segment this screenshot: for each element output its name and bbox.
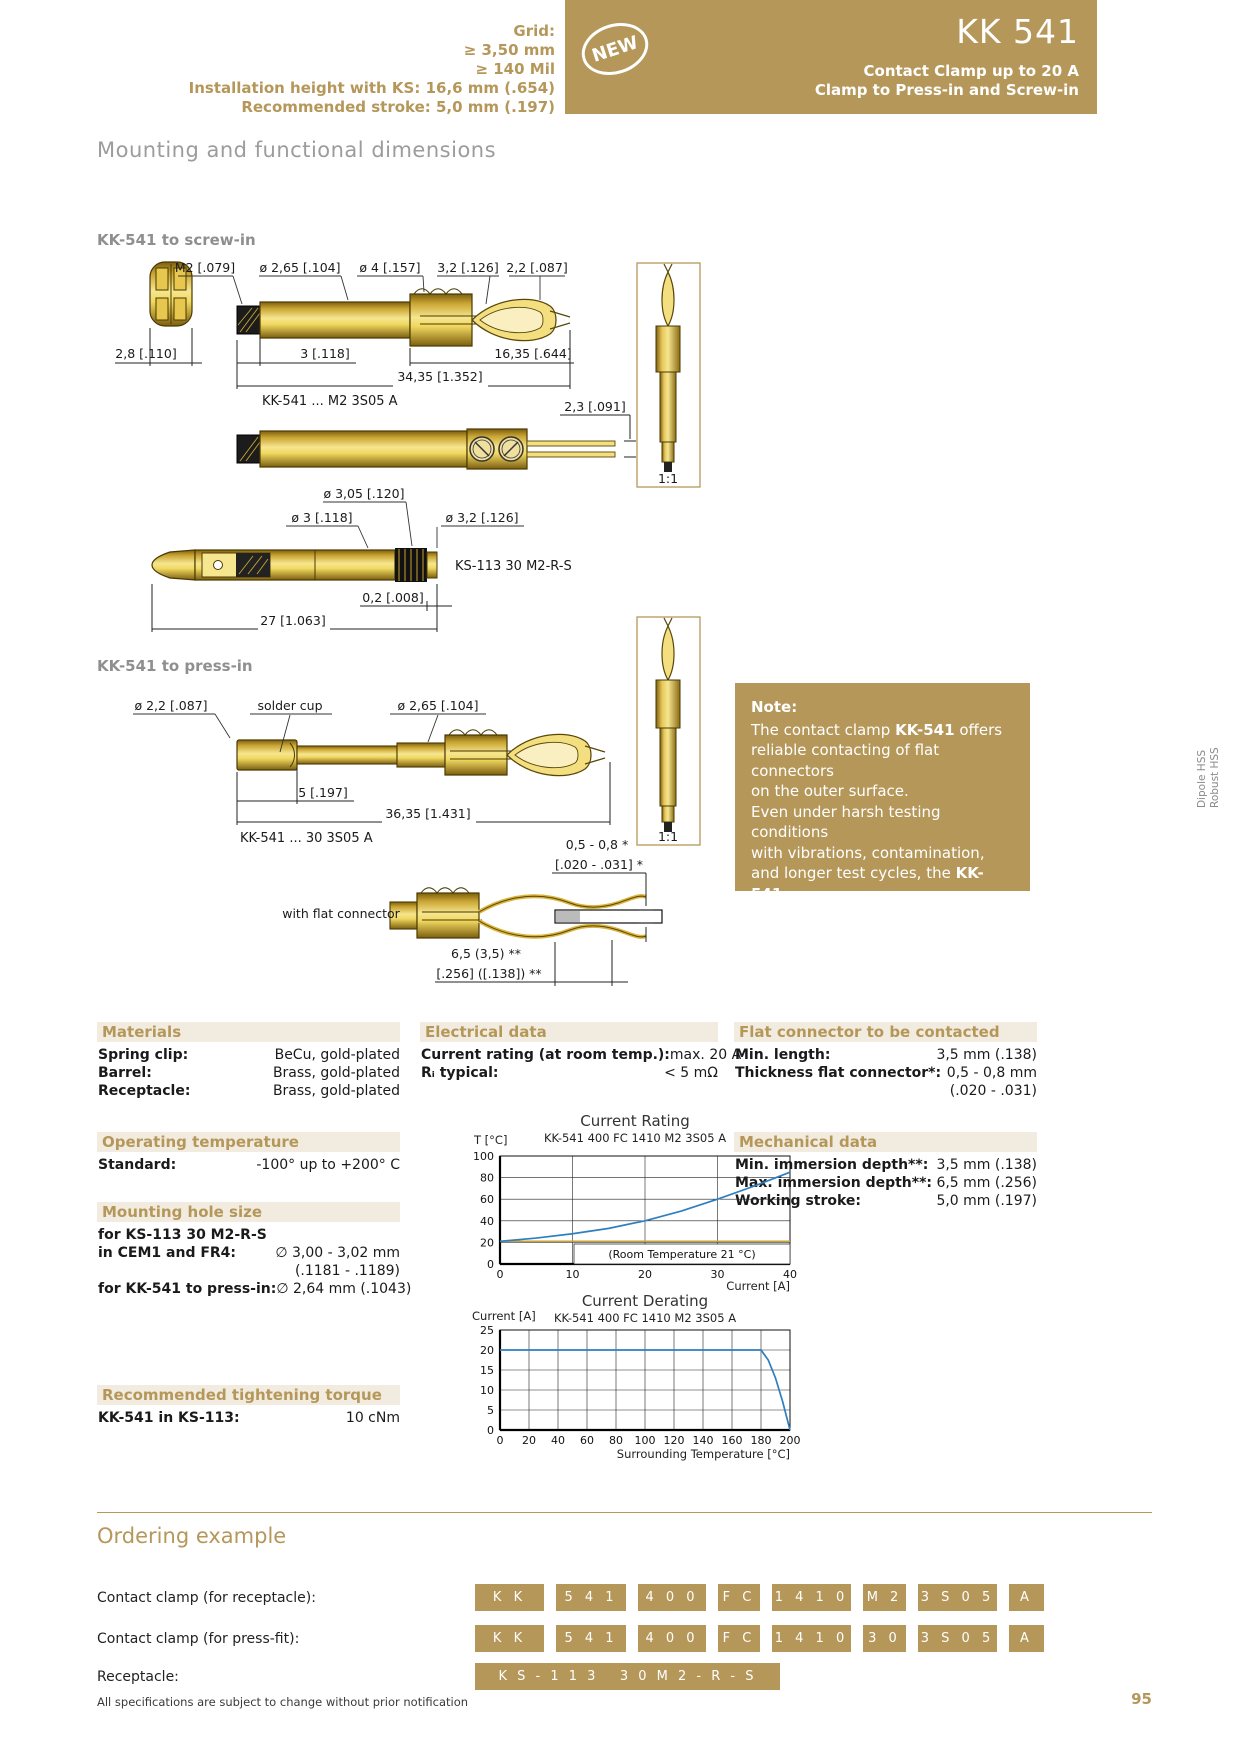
scale-label: 1:1	[657, 829, 679, 844]
ordering-code-row	[475, 1625, 1044, 1652]
svg-text:0: 0	[487, 1424, 494, 1437]
svg-text:20: 20	[638, 1268, 652, 1281]
flat-connector-section	[734, 1022, 1037, 1100]
spec-label: Spring clip:	[98, 1047, 189, 1063]
dim-label: M2 [.079]	[174, 260, 236, 275]
spec-value: ∅ 2,64 mm (.1043)	[276, 1281, 412, 1297]
mounting-hole-header: Mounting hole size	[97, 1202, 400, 1222]
svg-text:10: 10	[565, 1268, 580, 1281]
screw-in-top-dim-lines	[178, 276, 565, 304]
ordering-row-label: Receptacle:	[97, 1669, 179, 1685]
spec-label: in CEM1 and FR4:	[98, 1245, 237, 1261]
spec-value: -100° up to +200° C	[256, 1157, 400, 1173]
note-title: Note:	[751, 698, 798, 716]
spec-label: Min. immersion depth**:	[735, 1157, 929, 1173]
ordering-row-label: Contact clamp (for receptacle):	[97, 1590, 316, 1606]
dim-label: [.020 - .031] *	[554, 857, 644, 872]
svg-text:0: 0	[487, 1258, 494, 1271]
svg-text:10: 10	[480, 1384, 494, 1397]
order-code-box: 4 0 0	[638, 1584, 706, 1611]
order-code-box: K S - 1 1 3 3 0 M 2 - R - S	[475, 1663, 780, 1690]
dim-label: ø 3,05 [.120]	[323, 486, 405, 501]
dim-label: 36,35 [1.431]	[385, 806, 471, 821]
materials-header: Materials	[97, 1022, 400, 1042]
svg-text:KK-541 400 FC 1410 M2 3S05 A: KK-541 400 FC 1410 M2 3S05 A	[543, 1131, 727, 1145]
side-margin-text	[1196, 688, 1221, 808]
svg-text:20: 20	[480, 1344, 494, 1357]
press-in-pin-drawing	[237, 730, 605, 776]
order-code-box: 1 4 1 0	[772, 1625, 851, 1652]
product-title: KK 541	[956, 12, 1079, 51]
spec-label: Min. length:	[735, 1047, 831, 1063]
svg-text:30: 30	[710, 1268, 725, 1281]
receptacle-dim-lines	[286, 502, 524, 548]
order-code-box: A	[1009, 1625, 1044, 1652]
receptacle-drawing	[152, 548, 437, 582]
svg-text:60: 60	[580, 1434, 594, 1447]
spec-value: 0,5 - 0,8 mm	[946, 1065, 1037, 1081]
operating-temperature-header: Operating temperature	[97, 1132, 400, 1152]
order-code-box: 3 S 0 5	[918, 1584, 997, 1611]
order-code-box: A	[1009, 1584, 1044, 1611]
ordering-divider	[97, 1512, 1152, 1513]
order-code-box: 3 0	[863, 1625, 906, 1652]
spec-label: Thickness flat connector*:	[735, 1065, 942, 1081]
ordering-code-row	[475, 1584, 1044, 1611]
product-subtitle	[815, 62, 1079, 100]
press-in-heading: KK-541 to press-in	[97, 657, 253, 675]
header-grid-block	[40, 22, 555, 117]
dim-label: ø 4 [.157]	[359, 260, 421, 275]
subtitle-line1: Contact Clamp up to 20 A	[863, 62, 1079, 80]
dim-label: 2,8 [.110]	[115, 346, 177, 361]
mechanical-data-header: Mechanical data	[734, 1132, 1037, 1152]
dim-label: ø 3,2 [.126]	[445, 510, 519, 525]
solder-cup-label: solder cup	[257, 698, 323, 713]
svg-text:120: 120	[663, 1434, 685, 1447]
recommended-stroke: Recommended stroke: 5,0 mm (.197)	[241, 98, 555, 116]
svg-text:0: 0	[496, 1268, 504, 1281]
spec-label: Rᵢ typical:	[421, 1065, 499, 1081]
note-body: The contact clamp KK-541 offers reliable contacting of flat connectors on the outer surface. Even under harsh testing conditions with vibrations, contamination, and longer test cycles, the KK-541 proves to be most suitable due to its double spring clip design.	[751, 720, 1005, 964]
svg-text:180: 180	[750, 1434, 772, 1447]
spec-value: 3,5 mm (.138)	[936, 1047, 1037, 1063]
svg-text:60: 60	[480, 1193, 494, 1207]
installation-height: Installation height with KS: 16,6 mm (.654)	[188, 79, 555, 97]
dim-label: 6,5 (3,5) **	[451, 946, 521, 961]
scale-box-press-in	[637, 617, 700, 845]
spec-label: KK-541 in KS-113:	[98, 1410, 240, 1426]
svg-text:100: 100	[634, 1434, 656, 1447]
dim-label: 3 [.118]	[300, 346, 350, 361]
dim-label: 3,2 [.126]	[437, 260, 499, 275]
svg-text:40: 40	[551, 1434, 565, 1447]
spec-value: (.1181 - .1189)	[294, 1263, 400, 1279]
scale-label: 1:1	[657, 471, 679, 486]
spec-label: Current rating (at room temp.):	[421, 1047, 670, 1063]
svg-text:Current Derating: Current Derating	[581, 1292, 709, 1310]
ordering-title: Ordering example	[97, 1524, 287, 1548]
spec-label: Barrel:	[98, 1065, 152, 1081]
side-note-line: Robust HSS	[1209, 747, 1221, 808]
spec-value: < 5 mΩ	[664, 1065, 718, 1081]
order-code-box: K K	[475, 1625, 544, 1652]
svg-text:40: 40	[480, 1214, 494, 1228]
spec-label: Max. immersion depth**:	[735, 1175, 933, 1191]
new-badge: NEW	[575, 15, 655, 84]
order-code-box: M 2	[863, 1584, 906, 1611]
spec-value: (.020 - .031)	[949, 1083, 1037, 1099]
svg-text:15: 15	[480, 1364, 494, 1377]
svg-text:(Room Temperature 21 °C): (Room Temperature 21 °C)	[608, 1248, 756, 1261]
spec-value: 5,0 mm (.197)	[936, 1193, 1037, 1209]
page-number: 95	[1131, 1690, 1152, 1708]
order-code-box: 5 4 1	[556, 1625, 626, 1652]
dim-label: 34,35 [1.352]	[397, 369, 483, 384]
tightening-torque-section	[97, 1385, 400, 1427]
spec-label: Working stroke:	[735, 1193, 862, 1209]
page-title: Mounting and functional dimensions	[97, 138, 497, 162]
svg-text:100: 100	[473, 1150, 494, 1163]
dim-label: 16,35 [.644]	[494, 346, 572, 361]
svg-text:80: 80	[480, 1171, 494, 1185]
dim-label: ø 2,65 [.104]	[259, 260, 341, 275]
current-derating-chart	[450, 1292, 815, 1468]
spec-label: Receptacle:	[98, 1083, 191, 1099]
screw-version-drawing	[237, 429, 615, 469]
spec-value: 6,5 mm (.256)	[936, 1175, 1037, 1191]
order-code-box: 4 0 0	[638, 1625, 706, 1652]
mounting-hole-section	[97, 1202, 412, 1298]
footer-note: All specifications are subject to change without prior notification	[97, 1695, 469, 1709]
operating-temperature-section	[97, 1132, 400, 1174]
dim-label: [.256] ([.138]) **	[436, 966, 542, 981]
svg-text:Current Rating: Current Rating	[580, 1112, 690, 1130]
materials-section	[97, 1022, 400, 1100]
grid-mm: ≥ 3,50 mm	[463, 41, 555, 59]
svg-text:Surrounding Temperature [°C]: Surrounding Temperature [°C]	[616, 1447, 790, 1461]
svg-text:KK-541 400 FC 1410 M2 3S05 A: KK-541 400 FC 1410 M2 3S05 A	[553, 1311, 737, 1325]
svg-text:25: 25	[480, 1324, 494, 1337]
spec-value: 10 cNm	[345, 1410, 400, 1426]
svg-text:20: 20	[480, 1236, 494, 1250]
dim-label: ø 2,2 [.087]	[134, 698, 208, 713]
order-code-box: 5 4 1	[556, 1584, 626, 1611]
dim-label: 5 [.197]	[298, 785, 348, 800]
spec-value: Brass, gold-plated	[272, 1065, 400, 1081]
spec-label: for KK-541 to press-in:	[98, 1281, 277, 1297]
spec-label: Standard:	[98, 1157, 177, 1173]
order-code-box: F C	[718, 1625, 760, 1652]
order-code-box: F C	[718, 1584, 760, 1611]
dim-label: ø 3 [.118]	[291, 510, 353, 525]
blade-dim-lines	[560, 415, 636, 457]
screw-in-pin-drawing	[237, 289, 570, 346]
dim-label: 27 [1.063]	[260, 613, 326, 628]
order-code-box: K K	[475, 1584, 544, 1611]
part-number-label: KK-541 ... M2 3S05 A	[262, 394, 398, 409]
tightening-torque-header: Recommended tightening torque	[97, 1385, 400, 1405]
svg-text:5: 5	[487, 1404, 494, 1417]
dim-label: 2,3 [.091]	[564, 399, 626, 414]
dim-label: ø 2,65 [.104]	[397, 698, 479, 713]
ordering-code-row	[475, 1663, 780, 1690]
svg-text:40: 40	[783, 1268, 797, 1281]
svg-text:160: 160	[721, 1434, 743, 1447]
flat-connector-header: Flat connector to be contacted	[734, 1022, 1037, 1042]
part-number-label: KS-113 30 M2-R-S	[455, 559, 572, 574]
dim-label: 0,5 - 0,8 *	[565, 837, 629, 852]
svg-text:Current [A]: Current [A]	[726, 1279, 790, 1293]
svg-text:80: 80	[609, 1434, 623, 1447]
svg-text:0: 0	[496, 1434, 504, 1447]
flat-connector-drawing	[390, 888, 662, 938]
order-code-box: 3 S 0 5	[918, 1625, 997, 1652]
grid-label: Grid:	[513, 22, 555, 40]
spec-value: BeCu, gold-plated	[274, 1047, 400, 1063]
electrical-header: Electrical data	[420, 1022, 718, 1042]
screw-in-heading: KK-541 to screw-in	[97, 231, 256, 249]
spec-value: 3,5 mm (.138)	[936, 1157, 1037, 1173]
spec-value: max. 20 A	[669, 1047, 742, 1063]
spec-value: ∅ 3,00 - 3,02 mm	[275, 1245, 400, 1261]
dim-label: 0,2 [.008]	[362, 590, 424, 605]
spec-value: Brass, gold-plated	[272, 1083, 400, 1099]
subtitle-line2: Clamp to Press-in and Screw-in	[814, 81, 1079, 99]
svg-text:T [°C]: T [°C]	[474, 1133, 508, 1147]
svg-text:Current [A]: Current [A]	[472, 1309, 536, 1323]
dim-label: 2,2 [.087]	[506, 260, 568, 275]
header-banner	[565, 0, 1097, 114]
part-number-label: KK-541 ... 30 3S05 A	[240, 831, 373, 846]
spec-label: for KS-113 30 M2-R-S	[98, 1227, 267, 1243]
note-box	[735, 683, 1030, 964]
electrical-section	[420, 1022, 742, 1082]
grid-mil: ≥ 140 Mil	[475, 60, 555, 78]
svg-text:200: 200	[779, 1434, 801, 1447]
svg-text:140: 140	[692, 1434, 714, 1447]
order-code-box: 1 4 1 0	[772, 1584, 851, 1611]
scale-box-screw-in	[637, 263, 700, 487]
ordering-row-label: Contact clamp (for press-fit):	[97, 1631, 300, 1647]
current-rating-chart	[450, 1112, 810, 1296]
side-note-line: Dipole HSS	[1196, 749, 1208, 808]
svg-text:20: 20	[522, 1434, 536, 1447]
flat-connector-label: with flat connector	[282, 906, 400, 921]
